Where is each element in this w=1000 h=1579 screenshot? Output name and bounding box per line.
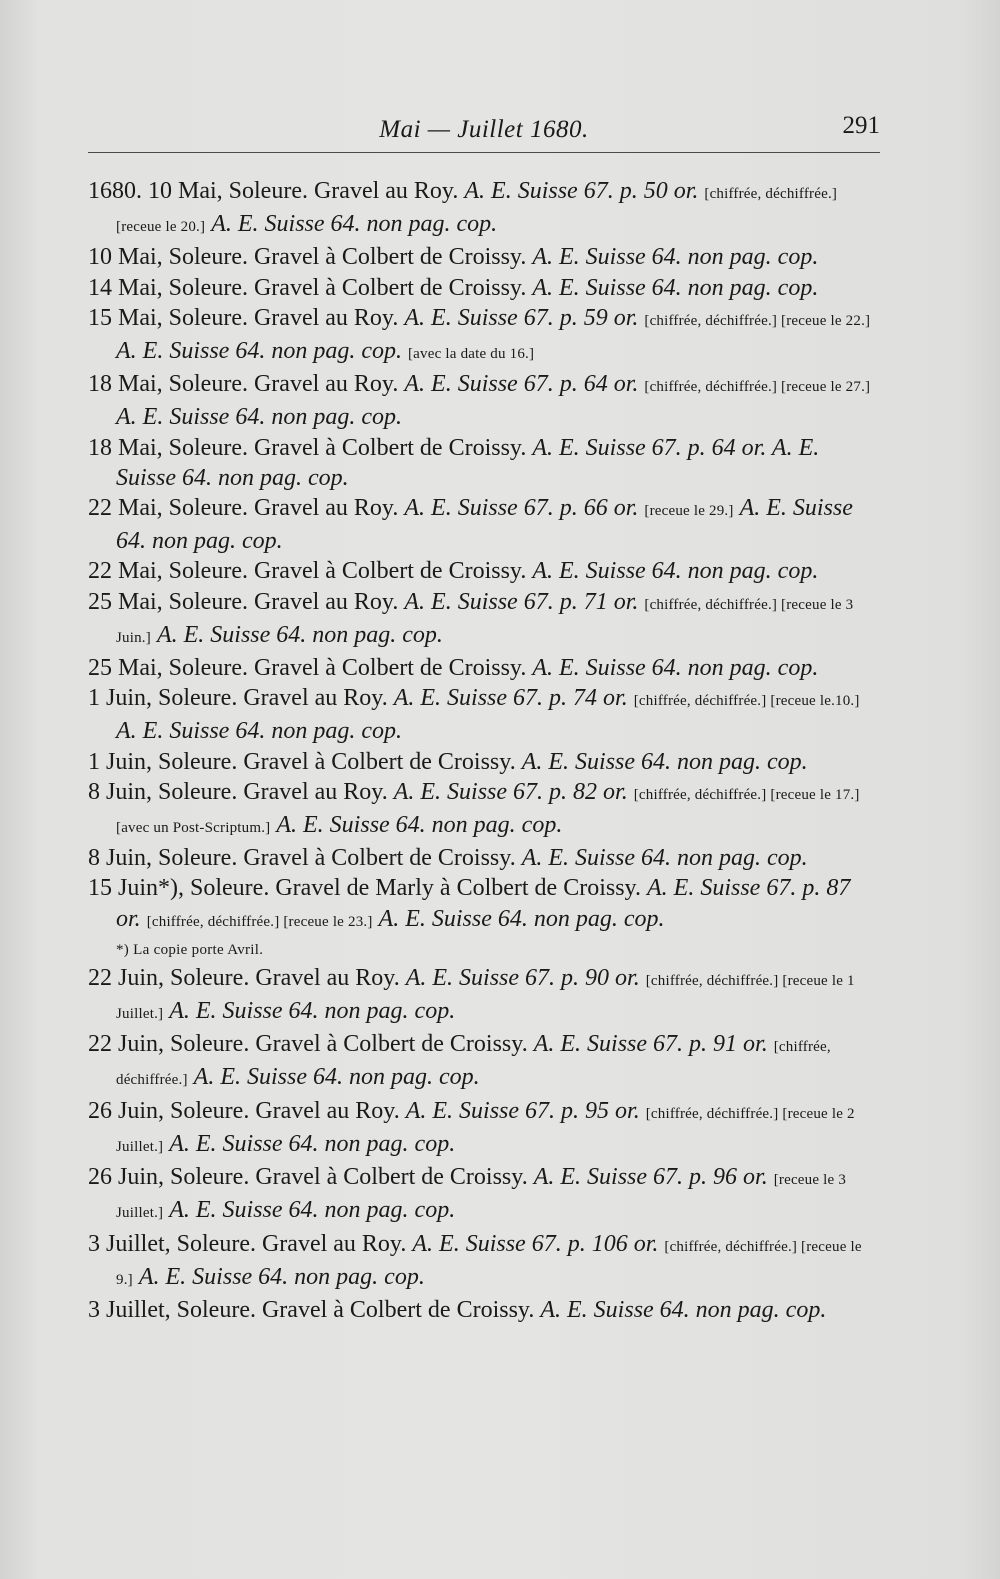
entry: 18 Mai, Soleure. Gravel au Roy. A. E. Suisse 67. p. 64 or. [chiffrée, déchiffrée.] [receue le 27.] A. E. Suisse 64. non pag. cop. bbox=[88, 371, 871, 431]
entry: 25 Mai, Soleure. Gravel au Roy. A. E. Suisse 67. p. 71 or. [chiffrée, déchiffrée.] [receue le 3 Juin.] A. E. Suisse 64. non pag. cop. bbox=[88, 588, 854, 648]
page-number: 291 bbox=[842, 112, 880, 139]
entry: 15 Juin*), Soleure. Gravel de Marly à Colbert de Croissy. A. E. Suisse 67. p. 87 or. [chiffrée, déchiffrée.] [receue le 23.] A. E. Suisse 64. non pag. cop. bbox=[88, 875, 851, 932]
entry-list bbox=[88, 176, 880, 1325]
entry: 1680. 10 Mai, Soleure. Gravel au Roy. A. E. Suisse 67. p. 50 or. [chiffrée, déchiffrée.] [receue le 20.] A. E. Suisse 64. non pag. cop. bbox=[88, 178, 838, 238]
entry: 15 Mai, Soleure. Gravel au Roy. A. E. Suisse 67. p. 59 or. [chiffrée, déchiffrée.] [receue le 22.] A. E. Suisse 64. non pag. cop. [avec la date du 16.] bbox=[88, 304, 871, 365]
page-header bbox=[88, 108, 880, 153]
entry: 22 Juin, Soleure. Gravel à Colbert de Croissy. A. E. Suisse 67. p. 91 or. [chiffrée, déchiffrée.] A. E. Suisse 64. non pag. cop. bbox=[88, 1031, 831, 1091]
entry: 26 Juin, Soleure. Gravel au Roy. A. E. Suisse 67. p. 95 or. [chiffrée, déchiffrée.] [receue le 2 Juillet.] A. E. Suisse 64. non pag. cop. bbox=[88, 1097, 855, 1157]
entry: 3 Juillet, Soleure. Gravel à Colbert de Croissy. A. E. Suisse 64. non pag. cop. bbox=[88, 1296, 827, 1323]
entry: 25 Mai, Soleure. Gravel à Colbert de Croissy. A. E. Suisse 64. non pag. cop. bbox=[88, 655, 819, 682]
entry: 18 Mai, Soleure. Gravel à Colbert de Croissy. A. E. Suisse 67. p. 64 or. A. E. Suisse 64. non pag. cop. bbox=[88, 434, 820, 491]
entry: 8 Juin, Soleure. Gravel à Colbert de Croissy. A. E. Suisse 64. non pag. cop. bbox=[88, 845, 808, 872]
entry: 8 Juin, Soleure. Gravel au Roy. A. E. Suisse 67. p. 82 or. [chiffrée, déchiffrée.] [receue le 17.] [avec un Post-Scriptum.] A. E. Suisse 64. non pag. cop. bbox=[88, 778, 860, 839]
entry: 10 Mai, Soleure. Gravel à Colbert de Croissy. A. E. Suisse 64. non pag. cop. bbox=[88, 244, 819, 271]
entry: 22 Mai, Soleure. Gravel à Colbert de Croissy. A. E. Suisse 64. non pag. cop. bbox=[88, 558, 819, 585]
entry: 26 Juin, Soleure. Gravel à Colbert de Croissy. A. E. Suisse 67. p. 96 or. [receue le 3 Juillet.] A. E. Suisse 64. non pag. cop. bbox=[88, 1164, 847, 1224]
running-title: Mai — Juillet 1680. bbox=[379, 116, 589, 143]
entry: 22 Juin, Soleure. Gravel au Roy. A. E. Suisse 67. p. 90 or. [chiffrée, déchiffrée.] [receue le 1 Juillet.] A. E. Suisse 64. non pag. cop. bbox=[88, 964, 855, 1025]
entry: 22 Mai, Soleure. Gravel au Roy. A. E. Suisse 67. p. 66 or. [receue le 29.] A. E. Suisse 64. non pag. cop. bbox=[88, 495, 853, 555]
footnote: *) La copie porte Avril. bbox=[116, 941, 264, 958]
entry: 3 Juillet, Soleure. Gravel au Roy. A. E. Suisse 67. p. 106 or. [chiffrée, déchiffrée.] [receue le 9.] A. E. Suisse 64. non pag. cop. bbox=[88, 1230, 862, 1290]
entry: 1 Juin, Soleure. Gravel au Roy. A. E. Suisse 67. p. 74 or. [chiffrée, déchiffrée.] [receue le.10.] A. E. Suisse 64. non pag. cop. bbox=[88, 685, 860, 745]
entry: 14 Mai, Soleure. Gravel à Colbert de Croissy. A. E. Suisse 64. non pag. cop. bbox=[88, 274, 819, 301]
entry: 1 Juin, Soleure. Gravel à Colbert de Croissy. A. E. Suisse 64. non pag. cop. bbox=[88, 748, 808, 775]
